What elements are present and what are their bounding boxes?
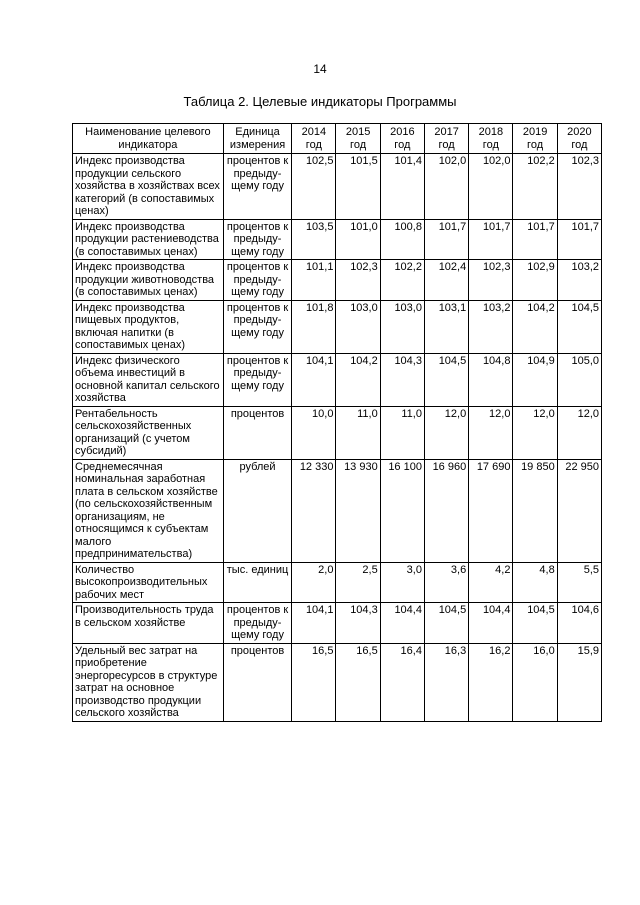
indicators-table <box>72 123 602 722</box>
indicator-unit: процентов к предыду-щему году <box>223 219 291 260</box>
header-year: 2015 год <box>336 124 380 154</box>
indicator-value: 101,4 <box>380 154 424 220</box>
indicator-unit: процентов к предыду-щему году <box>223 300 291 353</box>
indicator-name: Индекс производства пищевых продуктов, включая напитки (в сопоставимых ценах) <box>73 300 224 353</box>
indicator-value: 104,5 <box>513 603 557 644</box>
indicator-value: 15,9 <box>557 643 601 721</box>
indicator-value: 103,0 <box>380 300 424 353</box>
indicator-value: 102,4 <box>424 260 468 301</box>
header-unit: Единица измерения <box>223 124 291 154</box>
indicator-value: 16,5 <box>292 643 336 721</box>
indicator-unit: тыс. единиц <box>223 562 291 603</box>
indicator-value: 16 960 <box>424 459 468 562</box>
indicator-value: 3,0 <box>380 562 424 603</box>
indicator-value: 10,0 <box>292 406 336 459</box>
indicator-value: 12,0 <box>557 406 601 459</box>
indicator-value: 102,0 <box>424 154 468 220</box>
indicator-value: 105,0 <box>557 353 601 406</box>
indicator-name: Удельный вес затрат на приобретение энергоресурсов в структуре затрат на основное производство продукции сельского хозяйства <box>73 643 224 721</box>
indicator-value: 4,8 <box>513 562 557 603</box>
indicator-value: 12,0 <box>469 406 513 459</box>
header-year: 2020 год <box>557 124 601 154</box>
indicator-value: 16,3 <box>424 643 468 721</box>
indicator-value: 16,0 <box>513 643 557 721</box>
indicator-value: 16,2 <box>469 643 513 721</box>
table-row <box>73 219 602 260</box>
table-row <box>73 260 602 301</box>
indicator-value: 101,7 <box>424 219 468 260</box>
indicator-unit: процентов к предыду-щему году <box>223 154 291 220</box>
indicator-unit: процентов <box>223 643 291 721</box>
indicator-value: 102,9 <box>513 260 557 301</box>
indicator-value: 11,0 <box>380 406 424 459</box>
indicator-value: 5,5 <box>557 562 601 603</box>
header-year: 2018 год <box>469 124 513 154</box>
indicator-value: 22 950 <box>557 459 601 562</box>
table-row <box>73 154 602 220</box>
indicator-value: 19 850 <box>513 459 557 562</box>
table-row <box>73 300 602 353</box>
indicator-value: 4,2 <box>469 562 513 603</box>
table-row <box>73 406 602 459</box>
header-name: Наименование целевого индикатора <box>73 124 224 154</box>
indicator-value: 103,5 <box>292 219 336 260</box>
indicator-value: 104,5 <box>557 300 601 353</box>
indicator-value: 104,4 <box>380 603 424 644</box>
table-body <box>73 154 602 722</box>
indicator-value: 13 930 <box>336 459 380 562</box>
header-year: 2017 год <box>424 124 468 154</box>
indicator-value: 101,7 <box>513 219 557 260</box>
indicator-name: Индекс производства продукции животноводства (в сопоставимых ценах) <box>73 260 224 301</box>
indicator-value: 101,1 <box>292 260 336 301</box>
indicator-value: 101,7 <box>557 219 601 260</box>
indicator-value: 102,2 <box>513 154 557 220</box>
page-number: 14 <box>313 62 327 76</box>
indicator-name: Производительность труда в сельском хозяйстве <box>73 603 224 644</box>
indicator-value: 104,4 <box>469 603 513 644</box>
header-year: 2014 год <box>292 124 336 154</box>
indicator-value: 12,0 <box>513 406 557 459</box>
header-row <box>73 124 602 154</box>
indicator-unit: процентов <box>223 406 291 459</box>
indicator-value: 12 330 <box>292 459 336 562</box>
indicator-value: 104,2 <box>336 353 380 406</box>
indicator-value: 103,2 <box>469 300 513 353</box>
indicator-value: 2,5 <box>336 562 380 603</box>
indicator-value: 104,1 <box>292 353 336 406</box>
indicator-value: 103,2 <box>557 260 601 301</box>
indicator-value: 104,9 <box>513 353 557 406</box>
indicator-name: Индекс физического объема инвестиций в основной капитал сельского хозяйства <box>73 353 224 406</box>
indicator-value: 102,0 <box>469 154 513 220</box>
indicator-value: 100,8 <box>380 219 424 260</box>
indicator-value: 17 690 <box>469 459 513 562</box>
indicator-value: 104,6 <box>557 603 601 644</box>
indicator-value: 104,3 <box>380 353 424 406</box>
header-year: 2019 год <box>513 124 557 154</box>
indicator-value: 104,8 <box>469 353 513 406</box>
indicator-unit: процентов к предыду-щему году <box>223 260 291 301</box>
indicator-value: 3,6 <box>424 562 468 603</box>
indicator-unit: процентов к предыду-щему году <box>223 353 291 406</box>
indicator-value: 101,5 <box>336 154 380 220</box>
indicator-value: 102,2 <box>380 260 424 301</box>
indicator-name: Индекс производства продукции растениеводства (в сопоставимых ценах) <box>73 219 224 260</box>
indicator-value: 101,8 <box>292 300 336 353</box>
indicator-value: 102,5 <box>292 154 336 220</box>
indicator-name: Индекс производства продукции сельского хозяйства в хозяйствах всех категорий (в сопоставимых ценах) <box>73 154 224 220</box>
table-row <box>73 643 602 721</box>
indicator-value: 104,2 <box>513 300 557 353</box>
indicator-value: 102,3 <box>469 260 513 301</box>
table-title: Таблица 2. Целевые индикаторы Программы <box>183 94 457 109</box>
indicator-value: 103,1 <box>424 300 468 353</box>
indicator-value: 2,0 <box>292 562 336 603</box>
indicator-value: 101,7 <box>469 219 513 260</box>
indicator-value: 103,0 <box>336 300 380 353</box>
indicator-value: 102,3 <box>557 154 601 220</box>
indicator-value: 104,1 <box>292 603 336 644</box>
indicator-name: Среднемесячная номинальная заработная плата в сельском хозяйстве (по сельскохозяйственным организациям, не относящимся к субъектам малого предпринимательства) <box>73 459 224 562</box>
indicator-value: 16 100 <box>380 459 424 562</box>
indicator-unit: процентов к предыду-щему году <box>223 603 291 644</box>
indicator-value: 104,5 <box>424 603 468 644</box>
indicator-name: Количество высокопроизводительных рабочих мест <box>73 562 224 603</box>
indicator-value: 101,0 <box>336 219 380 260</box>
indicator-name: Рентабельность сельскохозяйственных организаций (с учетом субсидий) <box>73 406 224 459</box>
table-row <box>73 562 602 603</box>
header-year: 2016 год <box>380 124 424 154</box>
table-row <box>73 353 602 406</box>
table-row <box>73 603 602 644</box>
indicator-value: 12,0 <box>424 406 468 459</box>
indicator-value: 104,3 <box>336 603 380 644</box>
indicator-value: 11,0 <box>336 406 380 459</box>
indicator-value: 16,5 <box>336 643 380 721</box>
indicator-value: 16,4 <box>380 643 424 721</box>
indicator-value: 102,3 <box>336 260 380 301</box>
table-row <box>73 459 602 562</box>
indicator-unit: рублей <box>223 459 291 562</box>
indicator-value: 104,5 <box>424 353 468 406</box>
